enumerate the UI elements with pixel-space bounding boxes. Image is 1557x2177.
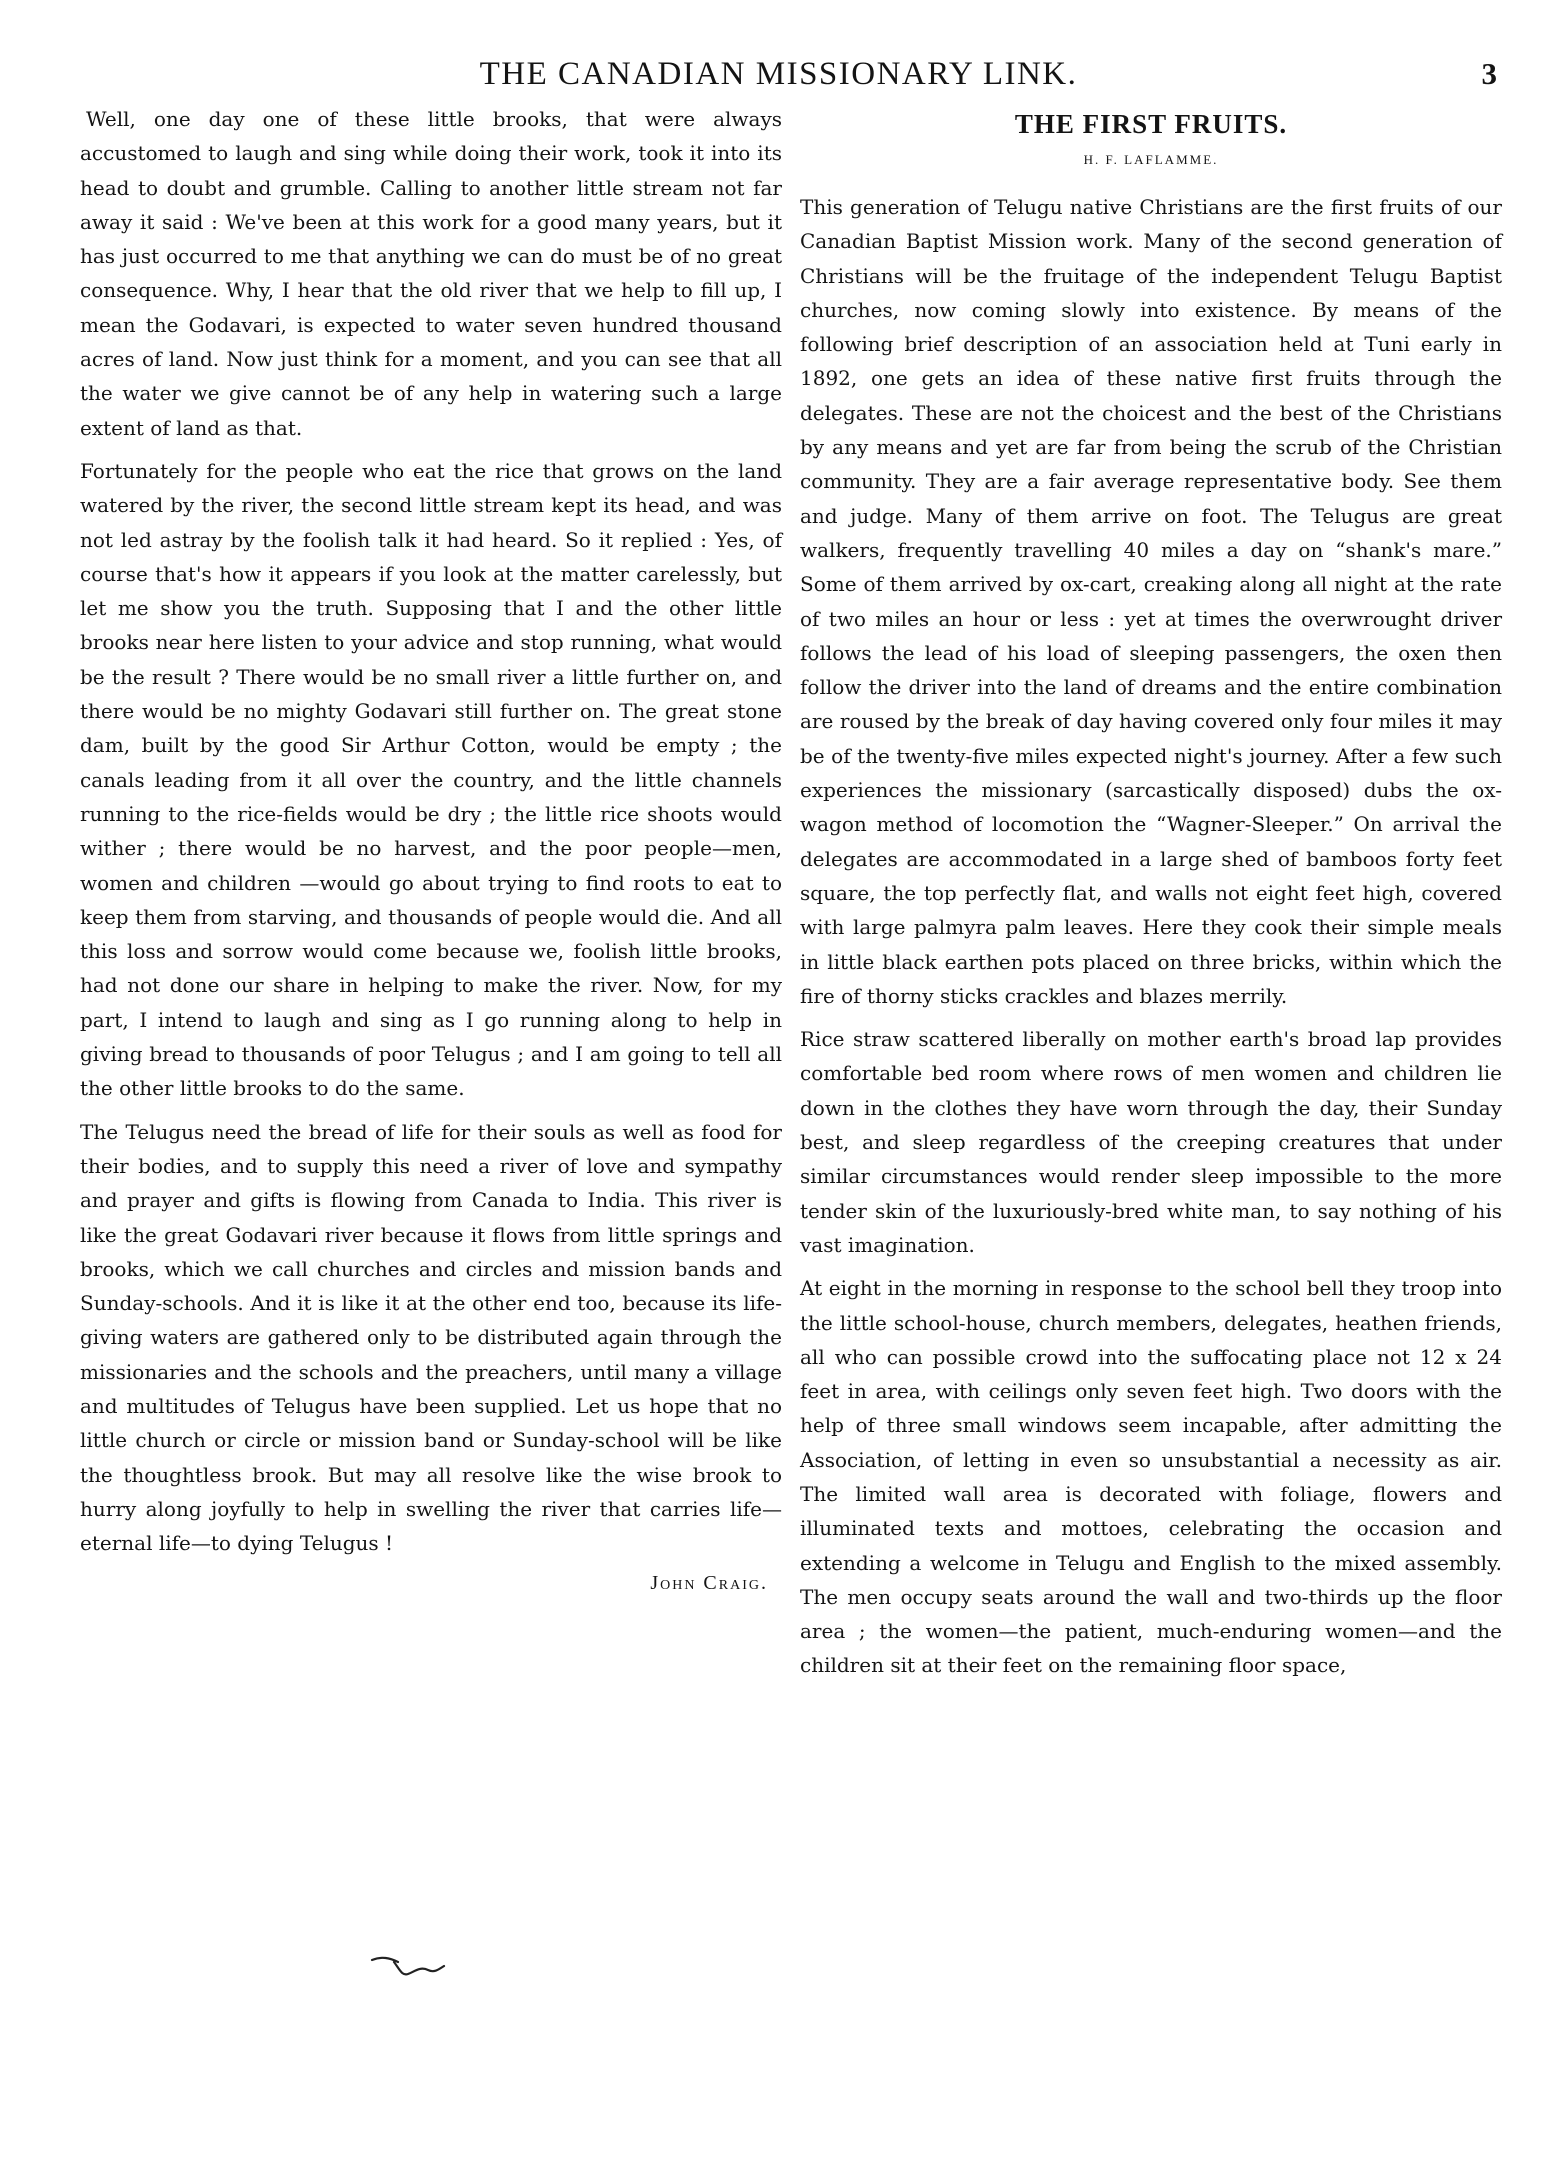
left-column	[80, 102, 782, 1595]
publication-title: THE CANADIAN MISSIONARY LINK.	[479, 56, 1078, 92]
right-column	[800, 102, 1502, 1692]
article-title: THE FIRST FRUITS.	[1014, 109, 1288, 139]
page-number: 3	[1481, 56, 1497, 91]
story-paragraph-3: The Telugus need the bread of life for their souls as well as food for their bodies, and to supply this need a river of love and sympathy and prayer and gifts is flowing from Canada to India. This river is like the great Godavari river because it flows from little springs and brooks, which we call churches and circles and mission bands and Sunday-schools. And it is like it at the other end too, because its life-giving waters are gathered only to be distributed again through the missionaries and the schools and the preachers, until many a village and multitudes of Telugus have been supplied. Let us hope that no little church or circle or mission band or Sunday-school will be like the thoughtless brook. But may all resolve like the wise brook to hurry along joyfully to help in swelling the river that carries life—eternal life—to dying Telugus !	[80, 1119, 782, 1556]
article-paragraph-2: Rice straw scattered liberally on mother earth's broad lap provides comfortable bed room where rows of men women and children lie down in the clothes they have worn through the day, their Sunday best, and sleep regardless of the creeping creatures that under similar circumstances would render sleep impossible to the more tender skin of the luxuriously-bred white man, to say nothing of his vast imagination.	[800, 1027, 1502, 1257]
running-head	[0, 52, 1557, 96]
decorative-flourish-icon	[368, 1948, 468, 1988]
story-paragraph-2: Fortunately for the people who eat the rice that grows on the land watered by the river, the second little stream kept its head, and was not led astray by the foolish talk it had heard. So it replied : Yes, of course that's how it appears if you look at the matter carelessly, but let me show you the truth. Supposing that I and the other little brooks near here listen to your advice and stop running, what would be the result ? There would be no small river a little further on, and there would be no mighty Godavari still further on. The great stone dam, built by the good Sir Arthur Cotton, would be empty ; the canals leading from it all over the country, and the little channels running to the rice-fields would be dry ; the little rice shoots would wither ; there would be no harvest, and the poor people—men, women and children —would go about trying to find roots to eat to keep them from starving, and thousands of people would die. And all this loss and sorrow would come because we, foolish little brooks, had not done our share in helping to make the river. Now, for my part, I intend to laugh and sing as I go running along to help in giving bread to thousands of poor Telugus ; and I am going to tell all the other little brooks to do the same.	[80, 458, 782, 1101]
story-paragraph-1: Well, one day one of these little brooks, that were always accustomed to laugh and sing while doing their work, took it into its head to doubt and grumble. Calling to another little stream not far away it said : We've been at this work for a good many years, but it has just occurred to me that anything we can do must be of no great consequence. Why, I hear that the old river that we help to fill up, I mean the Godavari, is expected to water seven hundred thousand acres of land. Now just think for a moment, and you can see that all the water we give cannot be of any help in watering such a large extent of land as that.	[80, 107, 782, 440]
article-paragraph-3: At eight in the morning in response to the school bell they troop into the little school-house, church members, delegates, heathen friends, all who can possible crowd into the suffocating place not 12 x 24 feet in area, with ceilings only seven feet high. Two doors with the help of three small windows seem incapable, after admitting the Association, of letting in even so unsubstantial a necessity as air. The limited wall area is decorated with foliage, flowers and illuminated texts and mottoes, celebrating the occasion and extending a welcome in Telugu and English to the mixed assembly. The men occupy seats around the wall and two-thirds up the floor area ; the women—the patient, much-enduring women—and the children sit at their feet on the remaining floor space,	[800, 1276, 1502, 1678]
author-signature: John Craig.	[650, 1572, 768, 1595]
article-byline: H. F. LAFLAMME.	[1083, 152, 1219, 167]
article-paragraph-1: This generation of Telugu native Christians are the first fruits of our Canadian Baptist Mission work. Many of the second generation of Christians will be the fruitage of the independent Telugu Baptist churches, now coming slowly into existence. By means of the following brief description of an association held at Tuni early in 1892, one gets an idea of these native first fruits through the delegates. These are not the choicest and the best of the Christians by any means and yet are far from being the scrub of the Christian community. They are a fair average representative body. See them and judge. Many of them arrive on foot. The Telugus are great walkers, frequently travelling 40 miles a day on “shank's mare.” Some of them arrived by ox-cart, creaking along all night at the rate of two miles an hour or less : yet at times the overwrought driver follows the lead of his load of sleeping passengers, the oxen then follow the driver into the land of dreams and the entire combination are roused by the break of day having covered only four miles it may be of the twenty-five miles expected night's journey. After a few such experiences the missionary (sarcastically disposed) dubs the ox-wagon method of locomotion the “Wagner-Sleeper.” On arrival the delegates are accommodated in a large shed of bamboos forty feet square, the top perfectly flat, and walls not eight feet high, covered with large palmyra palm leaves. Here they cook their simple meals in little black earthen pots placed on three bricks, within which the fire of thorny sticks crackles and blazes merrily.	[800, 195, 1502, 1008]
